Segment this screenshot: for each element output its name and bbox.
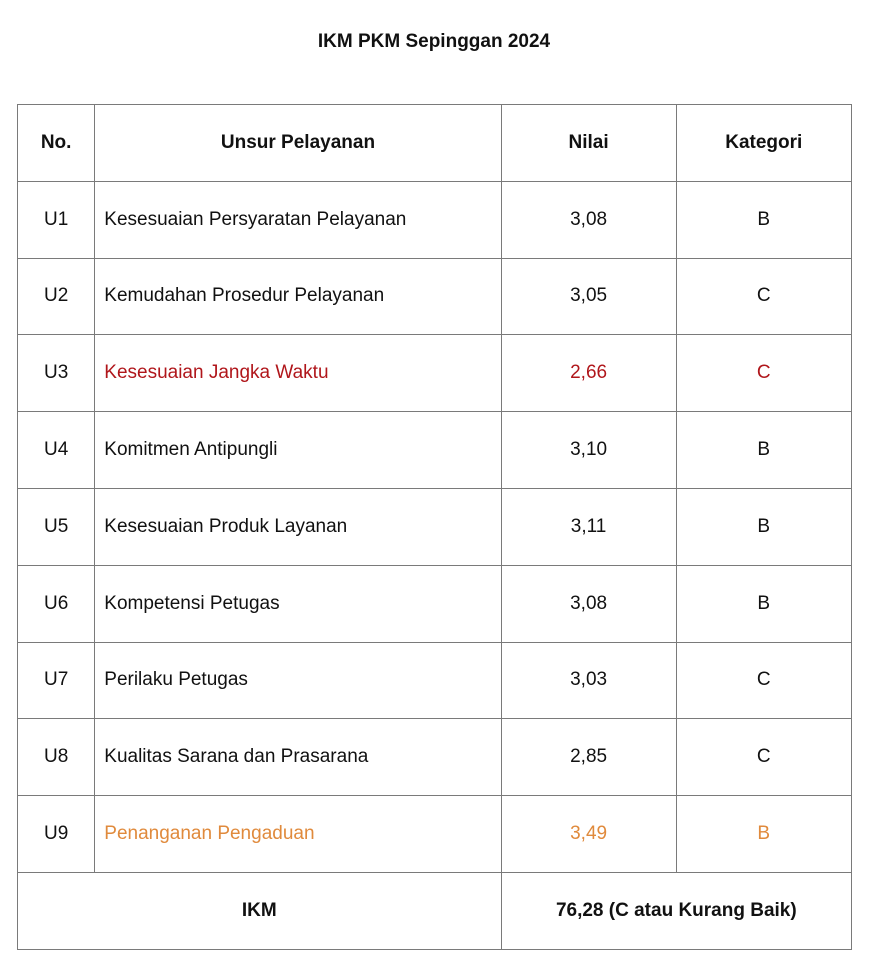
row-kategori: C <box>676 719 851 796</box>
total-row <box>18 872 852 949</box>
table-row <box>18 258 852 335</box>
row-unsur: Kesesuaian Persyaratan Pelayanan <box>95 181 501 258</box>
row-no: U3 <box>18 335 95 412</box>
table-header-row <box>18 105 852 182</box>
table-row <box>18 181 852 258</box>
table-row <box>18 412 852 489</box>
row-kategori: C <box>676 335 851 412</box>
table-row <box>18 642 852 719</box>
row-kategori: B <box>676 181 851 258</box>
row-no: U8 <box>18 719 95 796</box>
row-no: U1 <box>18 181 95 258</box>
row-nilai: 3,08 <box>501 565 676 642</box>
row-no: U6 <box>18 565 95 642</box>
header-kategori: Kategori <box>676 105 851 182</box>
table-row <box>18 335 852 412</box>
row-unsur: Kemudahan Prosedur Pelayanan <box>95 258 501 335</box>
row-unsur: Perilaku Petugas <box>95 642 501 719</box>
row-no: U7 <box>18 642 95 719</box>
row-nilai: 3,03 <box>501 642 676 719</box>
row-unsur: Kesesuaian Jangka Waktu <box>95 335 501 412</box>
row-nilai: 3,11 <box>501 488 676 565</box>
row-kategori: B <box>676 488 851 565</box>
row-no: U2 <box>18 258 95 335</box>
header-unsur: Unsur Pelayanan <box>95 105 501 182</box>
row-no: U4 <box>18 412 95 489</box>
page-title: IKM PKM Sepinggan 2024 <box>317 31 551 52</box>
row-nilai: 3,49 <box>501 796 676 873</box>
row-no: U9 <box>18 796 95 873</box>
row-nilai: 2,66 <box>501 335 676 412</box>
row-nilai: 3,08 <box>501 181 676 258</box>
row-unsur: Komitmen Antipungli <box>95 412 501 489</box>
header-nilai: Nilai <box>501 105 676 182</box>
row-kategori: B <box>676 565 851 642</box>
table-row <box>18 796 852 873</box>
row-kategori: B <box>676 796 851 873</box>
row-nilai: 3,05 <box>501 258 676 335</box>
row-nilai: 2,85 <box>501 719 676 796</box>
row-unsur: Penanganan Pengaduan <box>95 796 501 873</box>
row-kategori: B <box>676 412 851 489</box>
row-no: U5 <box>18 488 95 565</box>
total-value: 76,28 (C atau Kurang Baik) <box>501 872 851 949</box>
header-no: No. <box>18 105 95 182</box>
row-unsur: Kualitas Sarana dan Prasarana <box>95 719 501 796</box>
row-kategori: C <box>676 258 851 335</box>
row-kategori: C <box>676 642 851 719</box>
table-row <box>18 488 852 565</box>
total-label: IKM <box>18 872 502 949</box>
row-nilai: 3,10 <box>501 412 676 489</box>
table-row <box>18 565 852 642</box>
table-row <box>18 719 852 796</box>
row-unsur: Kompetensi Petugas <box>95 565 501 642</box>
ikm-table <box>17 104 852 950</box>
row-unsur: Kesesuaian Produk Layanan <box>95 488 501 565</box>
